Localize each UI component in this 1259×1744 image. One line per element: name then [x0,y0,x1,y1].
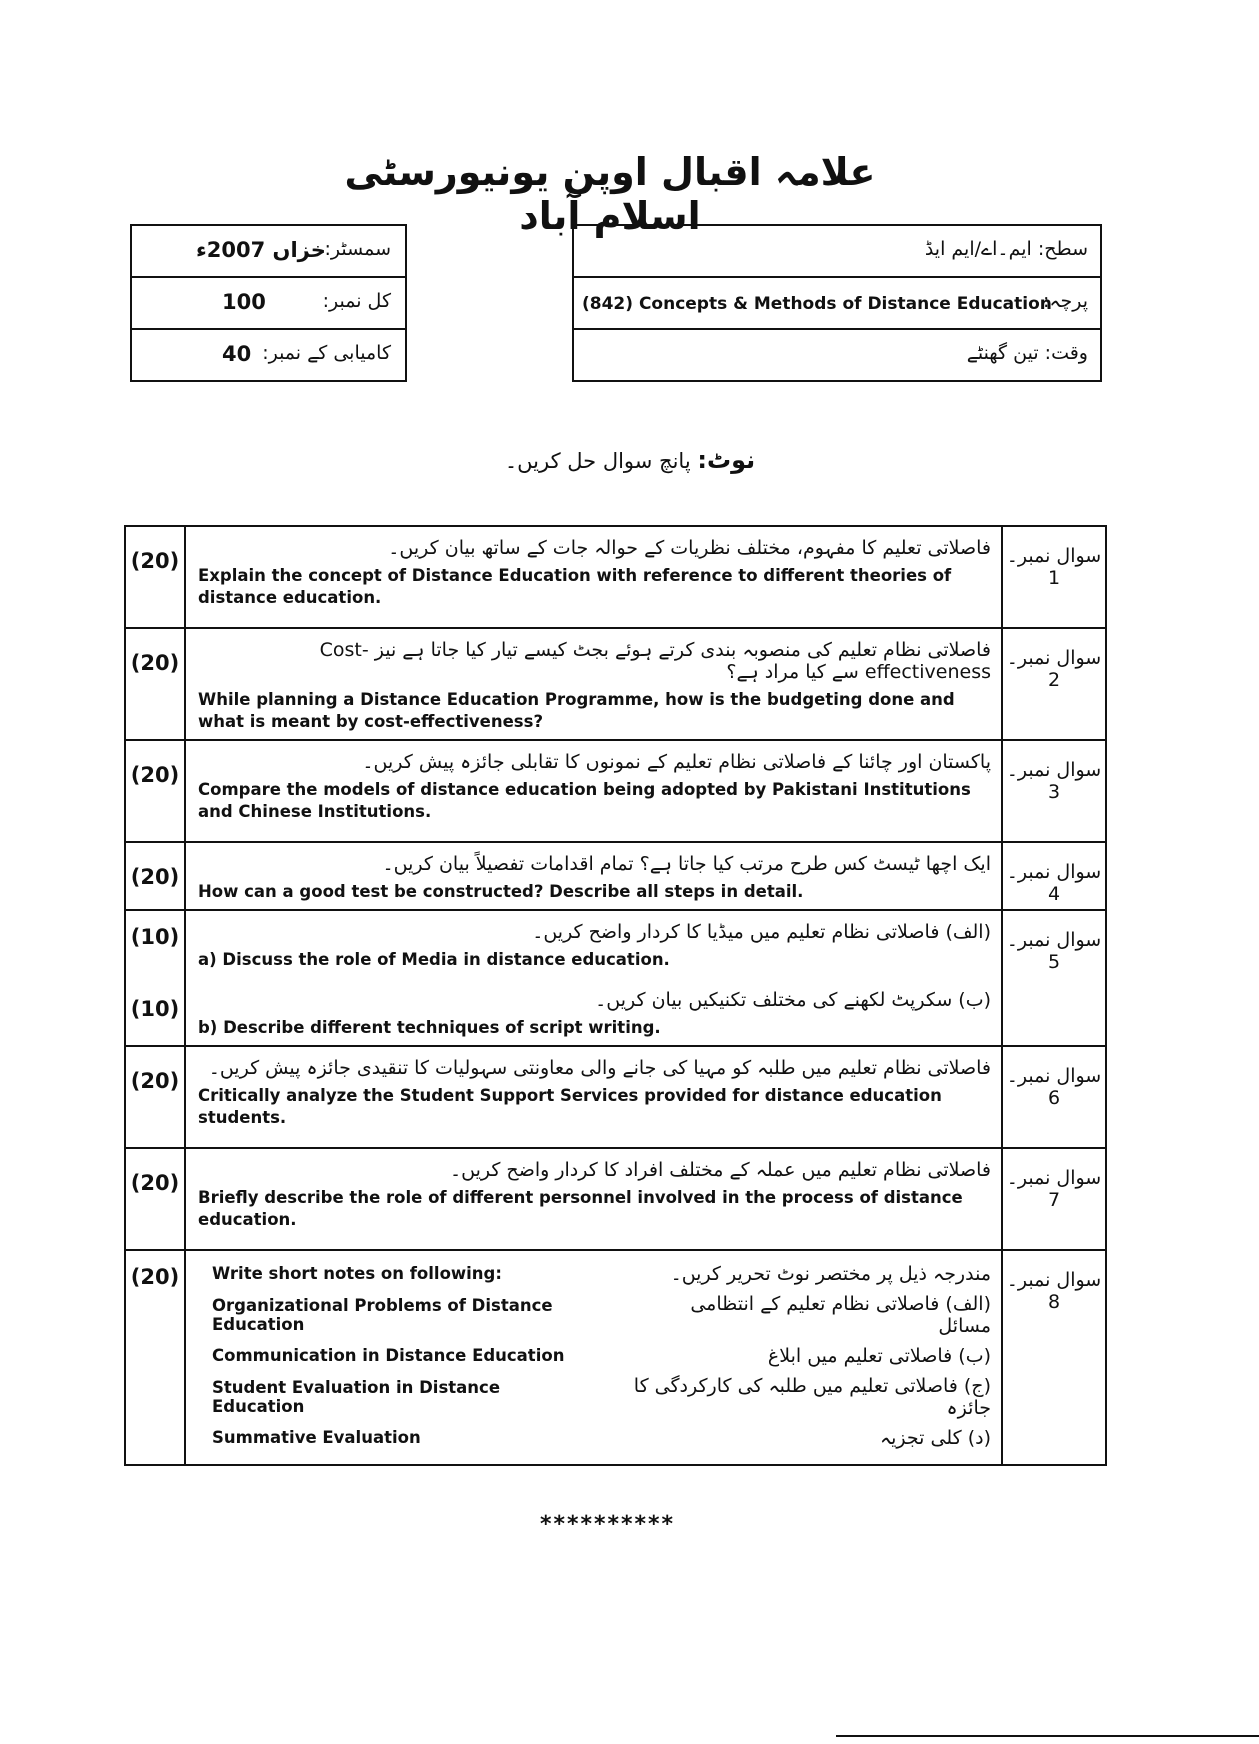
item-urdu: (ج) فاصلاتی تعلیم میں طلبہ کی کارکردگی کا جائزہ [633,1374,991,1419]
table-row [125,842,1106,910]
marks-cell: (20) [125,1046,185,1148]
marks-cell: (20) [125,526,185,628]
question-body [185,1250,1002,1465]
question-english: How can a good test be constructed? Describe all steps in detail. [198,882,804,901]
list-item [198,1253,991,1294]
marks-cell: (20) [125,740,185,842]
table-row [125,1250,1106,1465]
marks-b: (10) [130,997,180,1021]
question-number: سوال نمبر۔6 [1002,1046,1106,1148]
question-number: سوال نمبر۔3 [1002,740,1106,842]
table-row [125,526,1106,628]
question-urdu: فاصلاتی نظام تعلیم کی منصوبہ بندی کرتے ہوئے بجٹ کیسے تیار کیا جاتا ہے نیز Cost-effectiveness سے کیا مراد ہے؟ [319,639,991,683]
table-row [125,740,1106,842]
list-item [198,1335,991,1376]
level-text: سطح: ایم۔اے/ایم ایڈ [924,238,1088,260]
total-marks-value: 100 [222,290,266,314]
question-urdu: پاکستان اور چائنا کے فاصلاتی نظام تعلیم کے نمونوں کا تقابلی جائزہ پیش کریں۔ [362,751,991,773]
question-english: While planning a Distance Education Programme, how is the budgeting done and what is meant by cost-effectiveness? [198,690,955,731]
item-english: Write short notes on following: [212,1264,502,1283]
question-urdu-b: (ب) سکرپٹ لکھنے کی مختلف تکنیکیں بیان کریں۔ [595,989,991,1011]
question-urdu: فاصلاتی نظام تعلیم میں طلبہ کو مہیا کی جانے والی معاونتی سہولیات کا تنقیدی جائزہ پیش کریں۔ [208,1057,991,1079]
question-urdu: فاصلاتی تعلیم کا مفہوم، مختلف نظریات کے حوالہ جات کے ساتھ بیان کریں۔ [388,537,991,559]
table-row [125,910,1106,1046]
question-english: Compare the models of distance education being adopted by Pakistani Institutions and Chinese Institutions. [198,780,971,821]
question-number: سوال نمبر۔4 [1002,842,1106,910]
table-row [125,628,1106,740]
time-text: وقت: تین گھنٹے [966,342,1088,364]
marks-cell [125,910,185,1046]
marks-cell: (20) [125,842,185,910]
semester-row [132,226,405,278]
exam-meta-right [572,224,1102,382]
level-row [574,226,1100,278]
footer-divider [836,1735,1259,1737]
question-english-b: b) Describe different techniques of script writing. [198,1018,661,1037]
time-row [574,330,1100,380]
total-marks-row [132,278,405,330]
marks-a: (10) [130,925,180,949]
question-body [185,740,1002,842]
pass-marks-value: 40 [222,342,252,366]
item-urdu: مندرجہ ذیل پر مختصر نوٹ تحریر کریں۔ [670,1262,991,1285]
item-urdu: (د) کلی تجزیہ [880,1426,991,1449]
paper-label: پرچہ: [1042,290,1088,312]
table-row [125,1148,1106,1250]
list-item [198,1294,991,1335]
item-urdu: (ب) فاصلاتی تعلیم میں ابلاغ [767,1344,991,1367]
item-english: Communication in Distance Education [212,1346,565,1365]
marks-cell: (20) [125,1148,185,1250]
question-english-a: a) Discuss the role of Media in distance education. [198,950,670,969]
pass-marks-label: کامیابی کے نمبر: [262,342,391,364]
question-number: سوال نمبر۔2 [1002,628,1106,740]
question-urdu: فاصلاتی نظام تعلیم میں عملہ کے مختلف افراد کا کردار واضح کریں۔ [449,1159,991,1181]
pass-marks-row [132,330,405,380]
total-marks-label: کل نمبر: [322,290,391,312]
table-row [125,1046,1106,1148]
question-body [185,1046,1002,1148]
paper-title: (842) Concepts & Methods of Distance Education [582,294,1052,314]
question-body [185,842,1002,910]
item-english: Summative Evaluation [212,1428,421,1447]
item-english: Organizational Problems of Distance Education [212,1295,553,1334]
exam-meta-left [130,224,407,382]
question-english: Explain the concept of Distance Education with reference to different theories of distance education. [198,566,952,607]
instruction-note [420,446,840,474]
questions-table [124,525,1107,1466]
note-text: پانچ سوال حل کریں۔ [504,449,691,473]
question-urdu-a: (الف) فاصلاتی نظام تعلیم میں میڈیا کا کردار واضح کریں۔ [532,921,991,943]
list-item [198,1376,991,1417]
paper-row [574,278,1100,330]
question-body [185,910,1002,1046]
question-english: Briefly describe the role of different personnel involved in the process of distance education. [198,1188,963,1229]
question-number: سوال نمبر۔7 [1002,1148,1106,1250]
list-item [198,1417,991,1458]
marks-cell: (20) [125,1250,185,1465]
question-english: Critically analyze the Student Support Services provided for distance education students. [198,1086,942,1127]
question-urdu: ایک اچھا ٹیسٹ کس طرح مرتب کیا جاتا ہے؟ تمام اقدامات تفصیلاً بیان کریں۔ [382,853,991,875]
semester-label: سمسٹر: [324,238,391,260]
question-body [185,628,1002,740]
item-english: Student Evaluation in Distance Education [212,1377,501,1416]
question-number: سوال نمبر۔8 [1002,1250,1106,1465]
question-body [185,526,1002,628]
marks-cell: (20) [125,628,185,740]
item-urdu: (الف) فاصلاتی نظام تعلیم کے انتظامی مسائل [690,1292,991,1337]
university-title: علامہ اقبال اوپن یونیورسٹی اسلام آباد [344,150,876,238]
end-marker: ********** [540,1512,676,1537]
semester-value: خزاں 2007ء [196,238,326,262]
question-number: سوال نمبر۔1 [1002,526,1106,628]
question-number: سوال نمبر۔5 [1002,910,1106,1046]
note-label: نوٹ: [697,446,756,474]
question-body [185,1148,1002,1250]
